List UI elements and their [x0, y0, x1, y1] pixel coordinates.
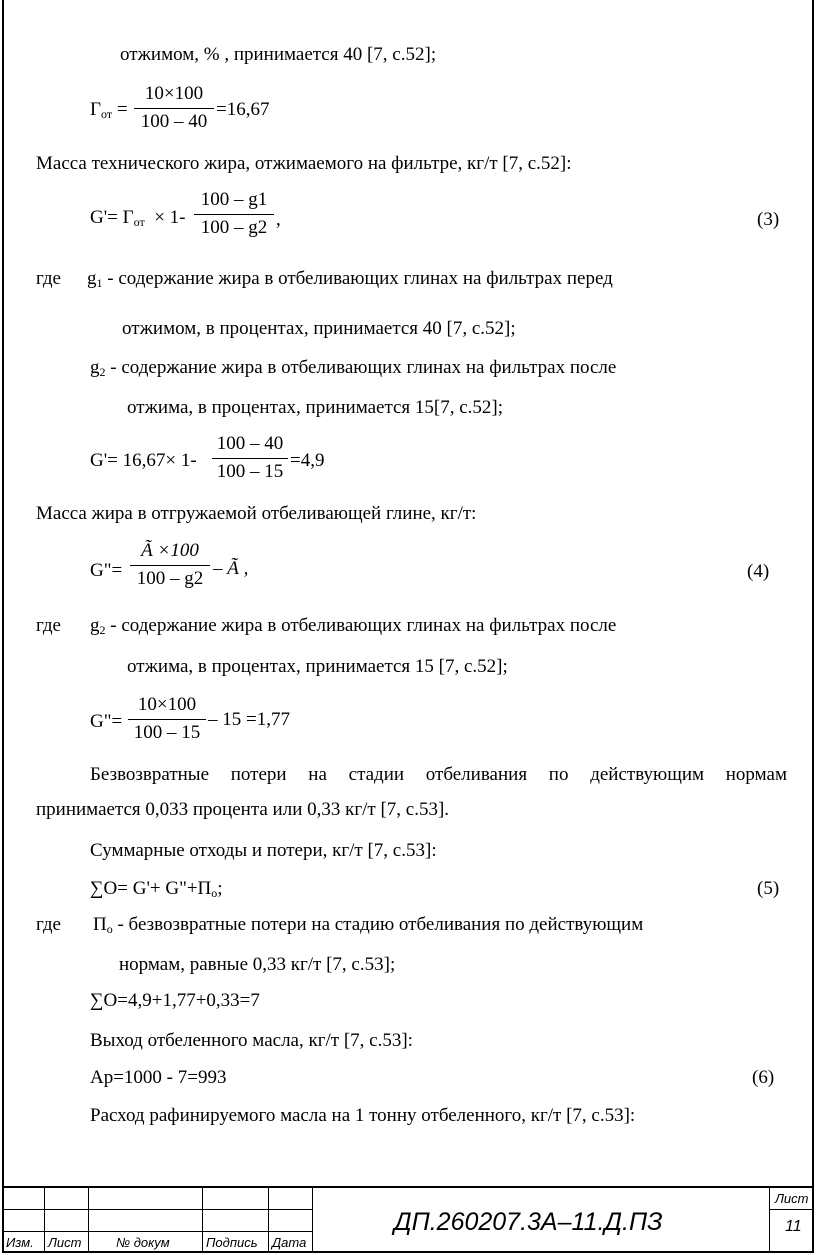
stamp-caption-doc-number: № докум	[116, 1235, 170, 1250]
definition-line: $g_2$ - содержание жира в отбеливающих глинах на фильтрах после	[90, 615, 617, 637]
equation-number: (4)	[747, 561, 770, 582]
formula-fraction: 10×100 100 – 15	[128, 694, 206, 744]
formula-result: – 15 =1,77	[208, 709, 290, 730]
formula-comma: ,	[276, 209, 281, 230]
title-block	[2, 1186, 814, 1253]
equation-number: (6)	[752, 1067, 775, 1088]
definition-line: $g_1$ - содержание жира в отбеливающих глинах на фильтрах перед	[87, 268, 613, 290]
text-line: Масса технического жира, отжимаемого на фильтре, кг/т [7, с.52]:	[36, 153, 572, 174]
formula-line: $\sum O= G'+ G"+П_о$;	[90, 878, 223, 900]
formula-lhs: G'= 16,67× 1-	[90, 450, 197, 471]
formula-line: ∑O=4,9+1,77+0,33=7	[90, 990, 260, 1011]
stamp-sheet-number: 11	[785, 1218, 802, 1235]
formula-lhs: $G'= Г_{от} \times 1-$	[90, 207, 186, 229]
where-label: где	[36, 615, 61, 636]
text-line: Масса жира в отгружаемой отбеливающей глине, кг/т:	[36, 503, 477, 524]
formula-fraction: 100 – g1 100 – g2	[194, 189, 274, 239]
definition-continuation: отжима, в процентах, принимается 15[7, с.52];	[127, 397, 504, 418]
stamp-sheet-label: Лист	[775, 1191, 809, 1206]
document-designation: ДП.260207.3А–11.Д.ПЗ	[394, 1208, 663, 1236]
paragraph-line: Расход рафинируемого масла на 1 тонну отбеленного, кг/т [7, с.53]:	[90, 1105, 636, 1126]
where-label: где	[36, 914, 61, 935]
equation-number: (5)	[757, 878, 780, 899]
formula-fraction: Ã ×100 100 – g2	[130, 540, 210, 590]
equation-number: (3)	[757, 209, 780, 230]
definition-line: $g_2$ - содержание жира в отбеливающих глинах на фильтрах после	[90, 357, 617, 379]
where-label: где	[36, 268, 61, 289]
stamp-caption-list: Лист	[48, 1235, 82, 1250]
formula-tail: – Ã ,	[213, 558, 249, 579]
formula-lhs: G"=	[90, 711, 123, 732]
formula-fraction: 100 – 40 100 – 15	[212, 433, 288, 483]
stamp-caption-signature: Подпись	[206, 1235, 258, 1250]
definition-continuation: отжимом, в процентах, принимается 40 [7, с.52];	[122, 318, 516, 339]
formula-symbol: $Г_{от}$ =	[90, 99, 128, 121]
paragraph-line: Безвозвратные потери на стадии отбеливания по действующим нормам	[90, 764, 787, 785]
formula-result: =4,9	[290, 450, 325, 471]
formula-line: Ар=1000 - 7=993	[90, 1067, 227, 1088]
definition-continuation: нормам, равные 0,33 кг/т [7, с.53];	[119, 954, 396, 975]
stamp-caption-date: Дата	[272, 1235, 307, 1250]
text-line: отжимом, % , принимается 40 [7, с.52];	[120, 44, 437, 65]
definition-continuation: отжима, в процентах, принимается 15 [7, с.52];	[127, 656, 508, 677]
paragraph-line: принимается 0,033 процента или 0,33 кг/т [7, с.53].	[36, 799, 450, 820]
definition-line: $П_о$ - безвозвратные потери на стадию отбеливания по действующим	[93, 914, 644, 936]
formula-lhs: G"=	[90, 560, 123, 581]
stamp-caption-izm: Изм.	[6, 1235, 34, 1250]
paragraph-line: Суммарные отходы и потери, кг/т [7, с.53]:	[90, 840, 437, 861]
paragraph-line: Выход отбеленного масла, кг/т [7, с.53]:	[90, 1030, 413, 1051]
formula-fraction: 10×100 100 – 40	[134, 83, 214, 133]
formula-result: =16,67	[216, 99, 270, 120]
